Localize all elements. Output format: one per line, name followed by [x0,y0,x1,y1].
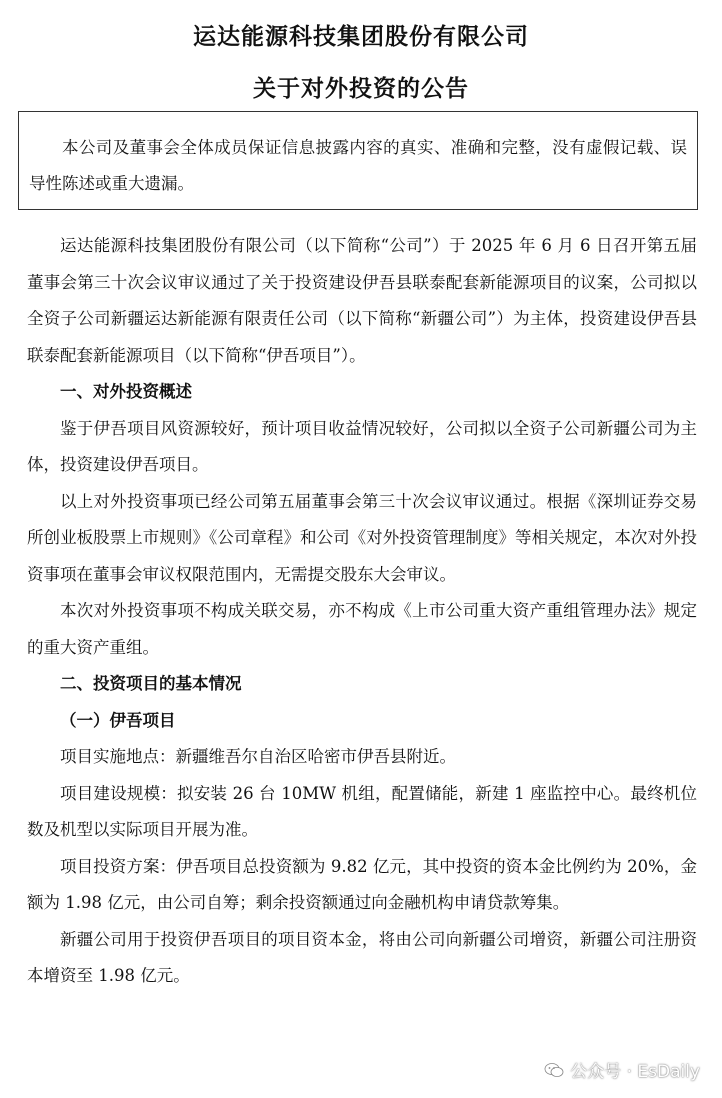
paragraph: 本次对外投资事项不构成关联交易，亦不构成《上市公司重大资产重组管理办法》规定的重大资产重组。 [27,601,697,657]
subsection-heading-yiwu: （一）伊吾项目 [60,710,176,730]
paragraph: 项目实施地点：新疆维吾尔自治区哈密市伊吾县附近。 [60,747,456,766]
document-subtitle: 关于对外投资的公告 [253,76,469,102]
watermark-text: 公众号 · EsDaily [570,1062,700,1082]
paragraph: 以上对外投资事项已经公司第五届董事会第三十次会议审议通过。根据《深圳证券交易所创业板股票上市规则》《公司章程》和公司《对外投资管理制度》等相关规定，本次对外投资事项在董事会审议权限范围内，无需提交股东大会审议。 [27,491,697,584]
disclaimer-box: 本公司及董事会全体成员保证信息披露内容的真实、准确和完整，没有虚假记载、误导性陈述或重大遗漏。 [18,111,698,210]
paragraph: 项目建设规模：拟安装 26 台 10MW 机组，配置储能，新建 1 座监控中心。最终机位数及机型以实际项目开展为准。 [27,783,697,839]
wechat-icon [544,1062,564,1078]
section-heading-project: 二、投资项目的基本情况 [60,674,242,693]
section-heading-overview: 一、对外投资概述 [60,382,192,401]
document-body [27,228,697,995]
paragraph: 项目投资方案：伊吾项目总投资额为 9.82 亿元，其中投资的资本金比例约为 20%，金额为 1.98 亿元，由公司自筹；剩余投资额通过向金融机构申请贷款筹集。 [27,856,697,912]
document-title: 运达能源科技集团股份有限公司 [193,24,529,50]
intro-paragraph: 运达能源科技集团股份有限公司（以下简称“公司”）于 2025 年 6 月 6 日召开第五届董事会第三十次会议审议通过了关于投资建设伊吾县联泰配套新能源项目的议案，公司拟以全资子公司新疆运达新能源有限责任公司（以下简称“新疆公司”）为主体，投资建设伊吾县联泰配套新能源项目（以下简称“伊吾项目”）。 [27,236,697,365]
paragraph: 鉴于伊吾项目风资源较好，预计项目收益情况较好，公司拟以全资子公司新疆公司为主体，投资建设伊吾项目。 [27,418,697,474]
watermark [544,1057,700,1082]
paragraph: 新疆公司用于投资伊吾项目的项目资本金，将由公司向新疆公司增资，新疆公司注册资本增资至 1.98 亿元。 [27,929,697,985]
